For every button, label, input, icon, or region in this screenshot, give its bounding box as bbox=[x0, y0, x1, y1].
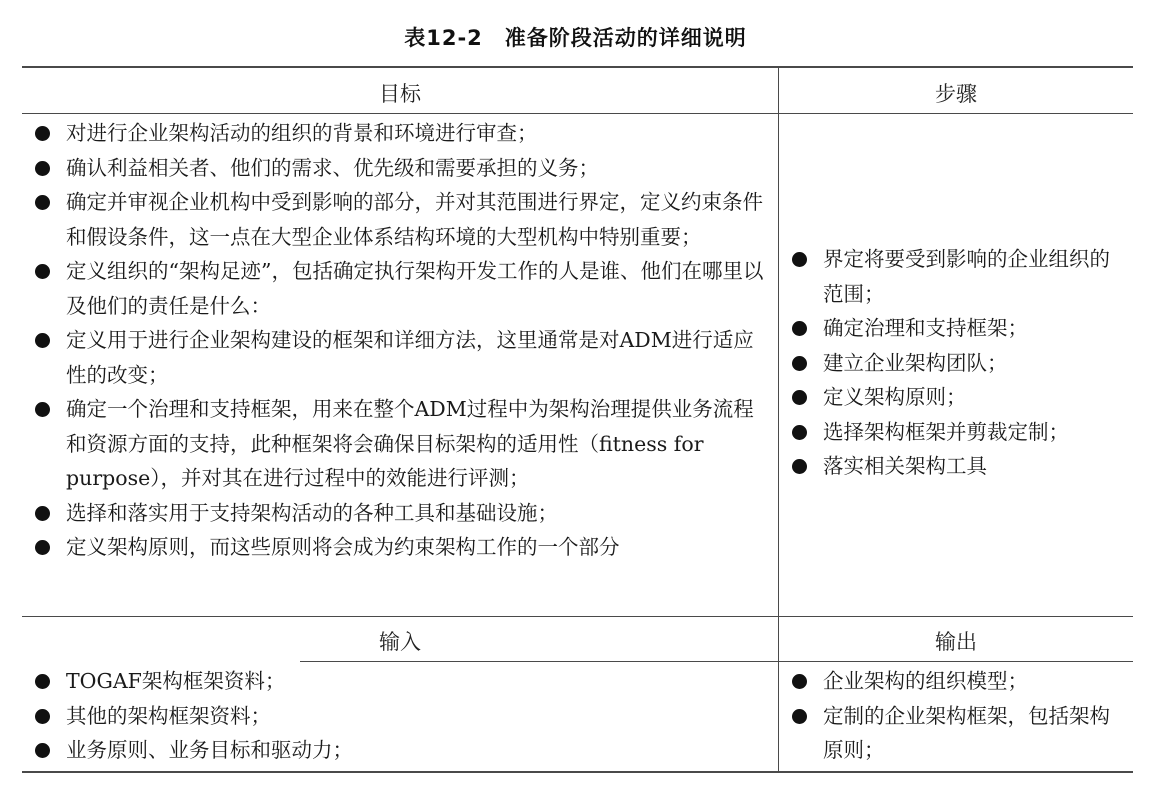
list-item bbox=[22, 254, 774, 323]
goal-text: 确定并审视企业机构中受到影响的部分，并对其范围进行界定，定义约束条件和假设条件，这一点在大型企业体系结构环境的大型机构中特别重要； bbox=[66, 190, 763, 249]
outputs-list bbox=[779, 664, 1129, 768]
step-text: 定义架构原则； bbox=[823, 385, 967, 409]
bullet-icon bbox=[792, 425, 807, 440]
output-text: 企业架构的组织模型； bbox=[823, 669, 1028, 693]
table-top-rule bbox=[22, 66, 1133, 68]
list-item bbox=[22, 530, 774, 565]
header-rule bbox=[22, 113, 1133, 114]
list-item bbox=[22, 151, 774, 186]
outputs-header: 输出 bbox=[935, 630, 977, 654]
bullet-icon bbox=[35, 126, 50, 141]
list-item bbox=[779, 311, 1129, 346]
bullet-icon bbox=[792, 674, 807, 689]
list-item bbox=[22, 664, 774, 699]
step-text: 落实相关架构工具 bbox=[823, 454, 987, 478]
bullet-icon bbox=[35, 674, 50, 689]
list-item bbox=[22, 116, 774, 151]
bullet-icon bbox=[792, 356, 807, 371]
bullet-icon bbox=[792, 390, 807, 405]
bullet-icon bbox=[35, 264, 50, 279]
list-item bbox=[779, 242, 1129, 311]
list-item bbox=[22, 496, 774, 531]
step-text: 确定治理和支持框架； bbox=[823, 316, 1028, 340]
inputs-list bbox=[22, 664, 774, 768]
bullet-icon bbox=[792, 709, 807, 724]
table-title: 表12-2 准备阶段活动的详细说明 bbox=[404, 26, 747, 50]
list-item bbox=[22, 323, 774, 392]
outputs-cell bbox=[779, 664, 1129, 768]
steps-cell bbox=[779, 242, 1129, 484]
goal-text: 定义组织的“架构足迹”，包括确定执行架构开发工作的人是谁、他们在哪里以及他们的责任是什么： bbox=[66, 259, 764, 318]
list-item bbox=[22, 392, 774, 496]
list-item bbox=[779, 664, 1129, 699]
bullet-icon bbox=[35, 506, 50, 521]
goal-text: 确认利益相关者、他们的需求、优先级和需要承担的义务； bbox=[66, 155, 599, 180]
step-text: 建立企业架构团队； bbox=[823, 350, 1008, 375]
inputs-cell bbox=[22, 664, 774, 768]
steps-list bbox=[779, 242, 1129, 484]
goal-text: 确定一个治理和支持框架，用来在整个ADM过程中为架构治理提供业务流程和资源方面的支持，此种框架将会确保目标架构的适用性（fitness for purpose），并对其在进行过程中的效能进行评测； bbox=[66, 397, 754, 490]
output-text: 定制的企业架构框架，包括架构原则； bbox=[823, 703, 1110, 762]
bullet-icon bbox=[792, 321, 807, 336]
goal-text: 对进行企业架构活动的组织的背景和环境进行审查； bbox=[66, 121, 538, 145]
list-item bbox=[779, 380, 1129, 415]
bullet-icon bbox=[35, 743, 50, 758]
input-text: 业务原则、业务目标和驱动力； bbox=[66, 738, 353, 762]
bullet-icon bbox=[35, 195, 50, 210]
bullet-icon bbox=[792, 459, 807, 474]
section-rule bbox=[22, 616, 1133, 617]
list-item bbox=[22, 699, 774, 734]
list-item bbox=[779, 699, 1129, 768]
input-text: TOGAF架构框架资料； bbox=[66, 669, 286, 693]
bullet-icon bbox=[35, 540, 50, 555]
bullet-icon bbox=[35, 709, 50, 724]
list-item bbox=[779, 346, 1129, 381]
input-text: 其他的架构框架资料； bbox=[66, 703, 271, 728]
step-text: 界定将要受到影响的企业组织的范围； bbox=[823, 247, 1110, 306]
list-item bbox=[779, 415, 1129, 450]
goal-text: 定义用于进行企业架构建设的框架和详细方法，这里通常是对ADM进行适应性的改变； bbox=[66, 328, 754, 387]
list-item bbox=[22, 185, 774, 254]
goal-text: 定义架构原则，而这些原则将会成为约束架构工作的一个部分 bbox=[66, 535, 620, 559]
io-header-rule bbox=[300, 661, 1133, 662]
list-item bbox=[779, 449, 1129, 484]
goal-text: 选择和落实用于支持架构活动的各种工具和基础设施； bbox=[66, 500, 558, 525]
bullet-icon bbox=[35, 402, 50, 417]
bullet-icon bbox=[35, 161, 50, 176]
steps-header: 步骤 bbox=[935, 82, 977, 106]
step-text: 选择架构框架并剪裁定制； bbox=[823, 419, 1069, 444]
bullet-icon bbox=[792, 252, 807, 267]
bullet-icon bbox=[35, 333, 50, 348]
goals-list bbox=[22, 116, 774, 565]
list-item bbox=[22, 733, 774, 768]
inputs-header: 输入 bbox=[379, 630, 421, 654]
goals-cell bbox=[22, 116, 774, 565]
goals-header: 目标 bbox=[379, 82, 421, 106]
table-bottom-rule bbox=[22, 771, 1133, 773]
